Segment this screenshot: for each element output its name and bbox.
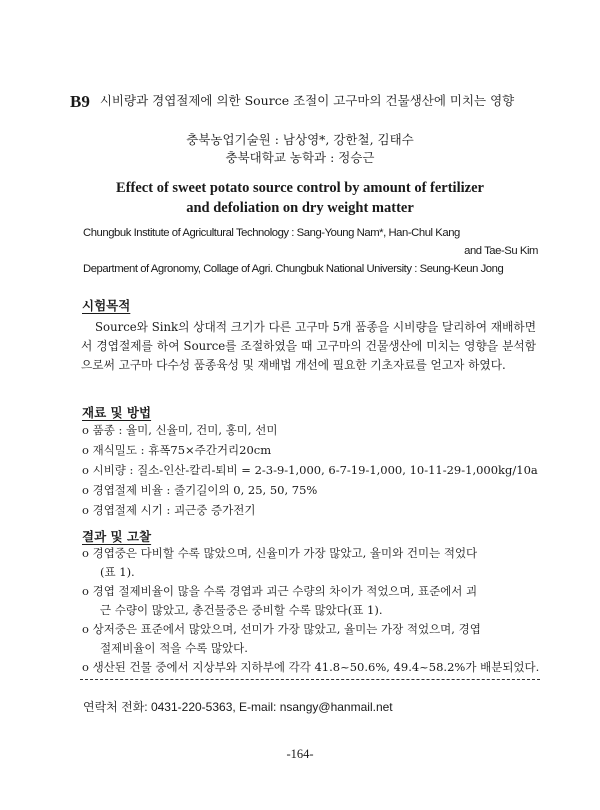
- affiliation-line-1-continued: and Tae-Su Kim: [464, 245, 538, 257]
- section-heading-purpose: 시험목적: [82, 298, 131, 313]
- list-item: o 재식밀도 : 휴폭75×주간거리20cm: [82, 443, 272, 457]
- title-text: 시비량과 경엽절제에 의한 Source 조절이 고구마의 건물생산에 미치는 영향: [99, 93, 515, 108]
- contact-info: 연락처 전화: 0431-220-5363, E-mail: nsangy@hanmail.net: [83, 700, 393, 714]
- paper-title-korean: [70, 91, 540, 112]
- korean-author-line-1: 충북농업기술원 : 남상영*, 강한철, 김태수: [186, 132, 414, 147]
- affiliation-line-2: Department of Agronomy, Collage of Agri. Chungbuk National University : Seung-Keun Jong: [83, 263, 504, 275]
- affiliation-line-1: Chungbuk Institute of Agricultural Technology : Sang-Young Nam*, Han-Chul Kang: [83, 227, 460, 239]
- page-number: -164-: [286, 747, 314, 761]
- section-heading-methods: 재료 및 방법: [82, 405, 152, 420]
- result-item-text: o 경엽중은 다비할 수록 많았으며, 신율미가 가장 많았고, 율미와 건미는 적었다: [82, 546, 478, 560]
- result-item-text: o 생산된 건물 중에서 지상부와 지하부에 각각 41.8~50.6%, 49.4~58.2%가 배분되었다.: [82, 660, 540, 674]
- list-item: [82, 620, 542, 658]
- methods-list: [82, 420, 542, 520]
- list-item: o 경엽절제 시기 : 괴근중 증가전기: [82, 503, 256, 517]
- abstract-code: B9: [70, 92, 90, 111]
- result-item-text: o 경엽 절제비율이 많을 수록 경엽과 괴근 수량의 차이가 적었으며, 표준에서 괴: [82, 584, 478, 598]
- result-item-continuation: 절제비율이 적을 수록 많았다.: [100, 641, 248, 655]
- results-list: [82, 544, 542, 677]
- section-heading-results: 결과 및 고찰: [82, 529, 152, 544]
- dashed-divider: [80, 679, 540, 680]
- list-item: [82, 544, 542, 582]
- english-title-line-1: Effect of sweet potato source control by amount of fertilizer: [116, 180, 484, 196]
- purpose-paragraph: Source와 Sink의 상대적 크기가 다른 고구마 5개 품종을 시비량을 달리하여 재배하면서 경엽절제를 하여 Source를 조절하였을 때 고구마의 건물생산에 미치는 영향을 분석함으로써 고구마 다수성 품종육성 및 재배법 개선에 필요한 기초자료를 얻고자 하였다.: [81, 320, 536, 372]
- result-item-text: o 상저중은 표준에서 많았으며, 선미가 가장 많았고, 율미는 가장 적었으며, 경엽: [82, 622, 481, 636]
- list-item: [82, 658, 542, 677]
- result-item-continuation: 근 수량이 많았고, 총건물중은 중비할 수록 많았다(표 1).: [100, 603, 383, 617]
- korean-author-line-2: 충북대학교 농학과 : 정승근: [225, 150, 375, 165]
- result-item-continuation: (표 1).: [100, 565, 135, 579]
- list-item: [82, 582, 542, 620]
- list-item: o 경엽절제 비율 : 줄기길이의 0, 25, 50, 75%: [82, 483, 318, 497]
- english-title-line-2: and defoliation on dry weight matter: [186, 200, 414, 216]
- list-item: o 시비량 : 질소-인산-칼리-퇴비 = 2-3-9-1,000, 6-7-19-1,000, 10-11-29-1,000kg/10a: [82, 463, 538, 477]
- list-item: o 품종 : 율미, 신율미, 건미, 홍미, 선미: [82, 423, 278, 437]
